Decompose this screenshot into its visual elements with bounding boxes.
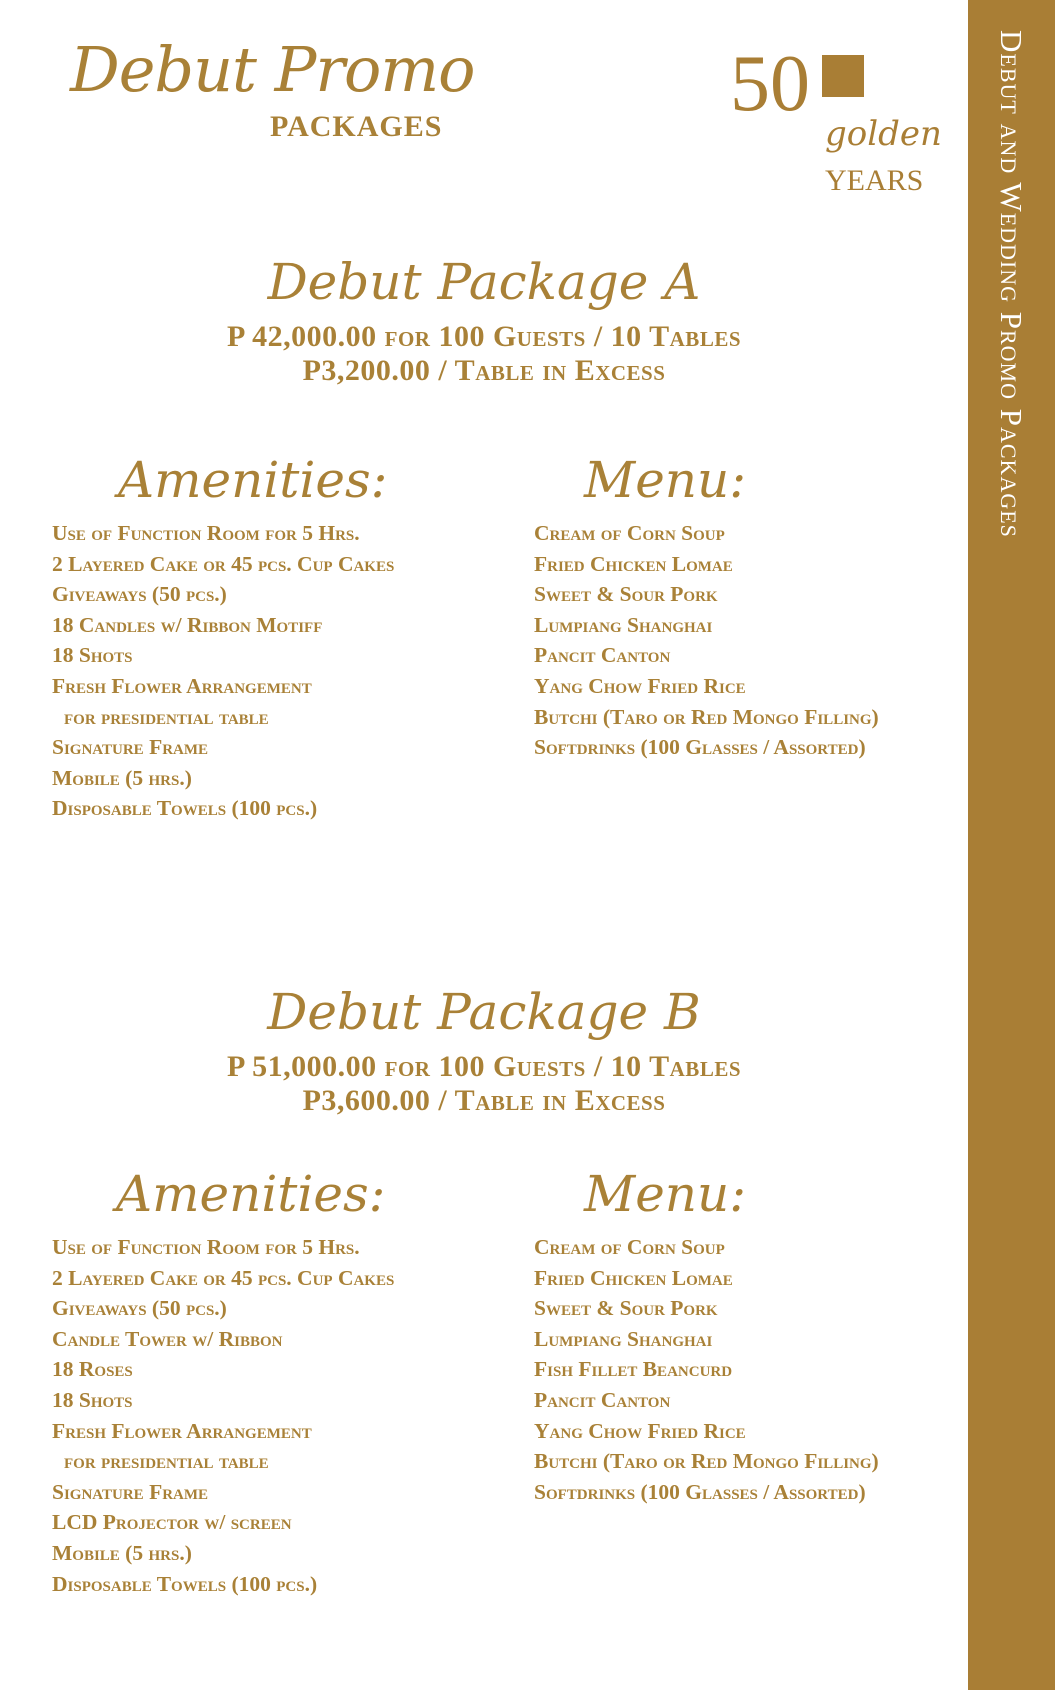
package-b-price: P 51,000.00 for 100 Guests / 10 Tables: [226, 1050, 742, 1083]
list-item: Fish Fillet Beancurd: [534, 1357, 733, 1382]
package-a-price: P 42,000.00 for 100 Guests / 10 Tables: [226, 320, 742, 353]
list-item: Disposable Towels (100 pcs.): [52, 1571, 318, 1596]
list-item: 2 Layered Cake or 45 pcs. Cup Cakes: [52, 1265, 395, 1290]
list-item: Signature Frame: [52, 735, 209, 760]
list-item: Sweet & Sour Pork: [534, 582, 718, 607]
list-item: Candle Tower w/ Ribbon: [52, 1326, 283, 1351]
package-b-menu-list: [534, 1232, 879, 1507]
list-item: Mobile (5 hrs.): [52, 765, 192, 790]
list-item: 18 Candles w/ Ribbon Motiff: [52, 612, 323, 637]
list-item: Giveaways (50 pcs.): [52, 582, 227, 607]
list-item: Yang Chow Fried Rice: [534, 673, 746, 698]
list-item: Softdrinks (100 Glasses / Assorted): [534, 735, 866, 760]
package-a-excess: P3,200.00 / Table in Excess: [302, 354, 666, 387]
package-a-amenities-heading: Amenities:: [118, 451, 388, 509]
package-b-amenities-list: [52, 1232, 394, 1599]
package-b-amenities-heading: Amenities:: [116, 1165, 386, 1223]
list-item: Disposable Towels (100 pcs.): [52, 796, 318, 821]
list-item: Use of Function Room for 5 Hrs.: [52, 1235, 360, 1259]
list-item: Softdrinks (100 Glasses / Assorted): [534, 1479, 866, 1504]
list-item: Mobile (5 hrs.): [52, 1540, 192, 1565]
package-a-title: Debut Package A: [267, 253, 701, 311]
list-item: Pancit Canton: [534, 643, 671, 668]
list-item: Fresh Flower Arrangement: [52, 673, 312, 698]
page-title: Debut Promo: [70, 33, 475, 106]
list-item: Lumpiang Shanghai: [534, 1326, 713, 1351]
package-a-amenities-list: [52, 518, 394, 824]
list-item: Lumpiang Shanghai: [534, 612, 713, 637]
package-a-menu-list: [534, 518, 879, 763]
logo-seal-icon: [822, 55, 864, 97]
package-b-menu-heading: Menu:: [584, 1165, 747, 1223]
logo-number: 50: [730, 40, 810, 128]
list-item: Cream of Corn Soup: [534, 1235, 725, 1259]
logo-word: YEARS: [825, 164, 924, 197]
list-item: 18 Roses: [52, 1357, 133, 1382]
list-item: Butchi (Taro or Red Mongo Filling): [534, 704, 879, 729]
list-item: for presidential table: [64, 704, 269, 729]
50-golden-years-logo: [730, 30, 950, 200]
list-item: 2 Layered Cake or 45 pcs. Cup Cakes: [52, 551, 395, 576]
list-item: LCD Projector w/ screen: [52, 1510, 292, 1535]
list-item: Pancit Canton: [534, 1387, 671, 1412]
list-item: Use of Function Room for 5 Hrs.: [52, 521, 360, 545]
list-item: Sweet & Sour Pork: [534, 1296, 718, 1321]
list-item: Fried Chicken Lomae: [534, 551, 733, 576]
sidebar-band: [968, 0, 1055, 1690]
logo-script: golden: [825, 114, 942, 154]
list-item: Yang Chow Fried Rice: [534, 1418, 746, 1443]
package-b-title: Debut Package B: [267, 983, 701, 1041]
list-item: Giveaways (50 pcs.): [52, 1296, 227, 1321]
list-item: Fried Chicken Lomae: [534, 1265, 733, 1290]
list-item: 18 Shots: [52, 1387, 133, 1412]
page-subtitle: PACKAGES: [270, 110, 443, 143]
package-a-menu-heading: Menu:: [584, 451, 747, 509]
sidebar-label: Debut and Wedding Promo Packages: [994, 30, 1029, 538]
package-b-excess: P3,600.00 / Table in Excess: [302, 1084, 666, 1117]
list-item: Signature Frame: [52, 1479, 209, 1504]
list-item: 18 Shots: [52, 643, 133, 668]
list-item: Butchi (Taro or Red Mongo Filling): [534, 1449, 879, 1474]
list-item: Fresh Flower Arrangement: [52, 1418, 312, 1443]
list-item: Cream of Corn Soup: [534, 521, 725, 545]
list-item: for presidential table: [64, 1449, 269, 1474]
